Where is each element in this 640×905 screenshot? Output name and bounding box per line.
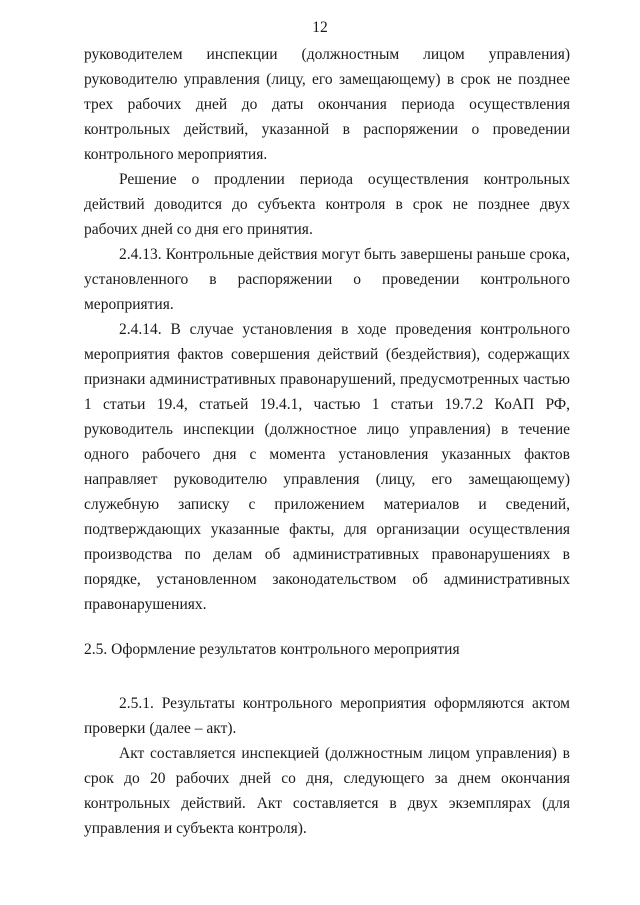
paragraph-continuation: руководителем инспекции (должностным лицом управления) руководителю управления (лицу, его замещающему) в срок не позднее трех рабочих дней до даты окончания периода осуществления контрольных действий, указанной в распоряжении о проведении контрольного мероприятия. (84, 46, 570, 163)
paragraph-2-4-14: 2.4.14. В случае установления в ходе проведения контрольного мероприятия фактов совершения действий (бездействия), содержащих признаки административных правонарушений, предусмотренных частью 1 статьи 19.4, статьей 19.4.1, частью 1 статьи 19.7.2 КоАП РФ, руководитель инспекции (должностное лицо управления) в течение одного рабочего дня с момента установления указанных фактов направляет руководителю управления (лицу, его замещающему) служебную записку с приложением материалов и сведений, подтверждающих указанные факты, для организации осуществления производства по делам об административных правонарушениях в порядке, установленном законодательством об административных правонарушениях. (84, 321, 570, 613)
section-heading-2-5: 2.5. Оформление результатов контрольного мероприятия (84, 641, 460, 658)
page-number: 12 (312, 19, 328, 36)
paragraph-2-4-13: 2.4.13. Контрольные действия могут быть завершены раньше срока, установленного в распоряжении о проведении контрольного мероприятия. (84, 246, 570, 313)
paragraph-extension-decision: Решение о продлении периода осуществления контрольных действий доводится до субъекта контроля в срок не позднее двух рабочих дней со дня его принятия. (84, 171, 570, 238)
document-body (84, 42, 570, 841)
paragraph-act-drafting: Акт составляется инспекцией (должностным лицом управления) в срок до 20 рабочих дней со дня, следующего за днем окончания контрольных действий. Акт составляется в двух экземплярах (для управления и субъекта контроля). (84, 745, 570, 837)
paragraph-2-5-1: 2.5.1. Результаты контрольного мероприятия оформляются актом проверки (далее – акт). (84, 695, 570, 737)
